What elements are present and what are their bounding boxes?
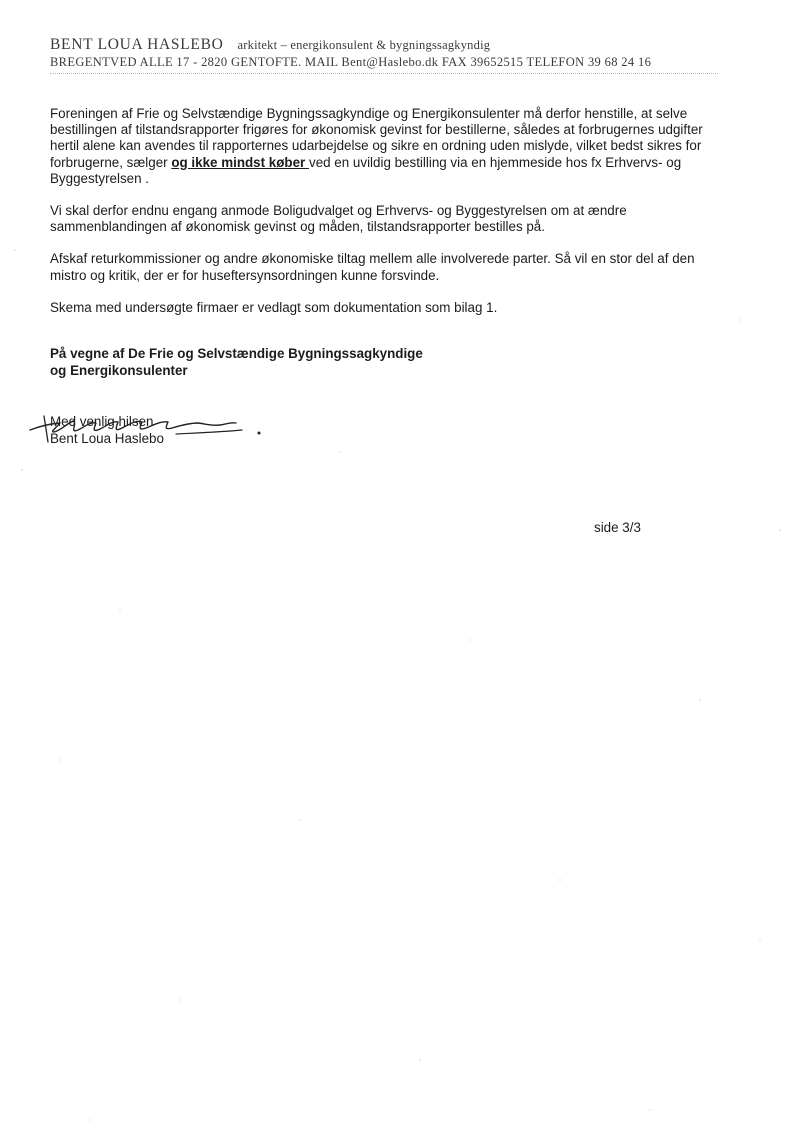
letterhead-title-line — [50, 36, 720, 55]
paragraph-1-emphasis: og ikke mindst køber — [171, 154, 309, 170]
handwritten-signature — [26, 408, 276, 450]
closing-line-2: og Energikonsulenter — [50, 362, 188, 378]
page-number: side 3/3 — [594, 520, 641, 535]
closing-block — [50, 346, 423, 379]
paragraph-3: Afskaf returkommissioner og andre økonomiske tiltag mellem alle involverede parter. Så vil en stor del af den mistro og kritik, der er for huseftersynsordningen kunne forsvinde. — [50, 251, 695, 283]
signoff-name: Bent Loua Haslebo — [50, 430, 164, 446]
letterhead-address: BREGENTVED ALLE 17 - 2820 GENTOFTE. MAIL Bent@Haslebo.dk FAX 39652515 TELEFON 39 68 24 16 — [50, 55, 652, 69]
letterhead-divider — [50, 73, 718, 74]
paragraph-2: Vi skal derfor endnu engang anmode Boligudvalget og Erhvervs- og Byggestyrelsen om at ændre sammenblandingen af økonomisk gevinst og måden, tilstandsrapporter bestilles på. — [50, 203, 627, 235]
signoff-greeting: Med venlig hilsen — [50, 414, 154, 429]
paragraph-4: Skema med undersøgte firmaer er vedlagt som dokumentation som bilag 1. — [50, 299, 498, 315]
paragraph-1-text-start: Foreningen af Frie og Selvstændige Bygningssagkyndige og Energikonsulenter må derfor henstille, at selve bestillingen af tilstandsrapporter frigøres for økonomisk gevinst for bestillerne, således at forbrugernes udgifter hertil alene kan avendes til rapporternes udarbejdelse og sikre en ordning uden mislyde, vilket bedst sikres for forbrugerne, sælger — [50, 106, 703, 170]
letterhead-tagline: arkitekt – energikonsulent & bygningssagkyndig — [237, 38, 491, 52]
letter-body — [50, 106, 730, 332]
paragraph-1 — [50, 106, 730, 187]
closing-line-1: På vegne af De Frie og Selvstændige Bygningssagkyndige — [50, 346, 423, 361]
paragraph-1-text-end: ved en uvildig bestilling via en hjemmeside hos fx Erhvervs- og Byggestyrelsen . — [50, 154, 682, 186]
letterhead-name: BENT LOUA HASLEBO — [50, 36, 224, 53]
letterhead — [50, 36, 720, 74]
